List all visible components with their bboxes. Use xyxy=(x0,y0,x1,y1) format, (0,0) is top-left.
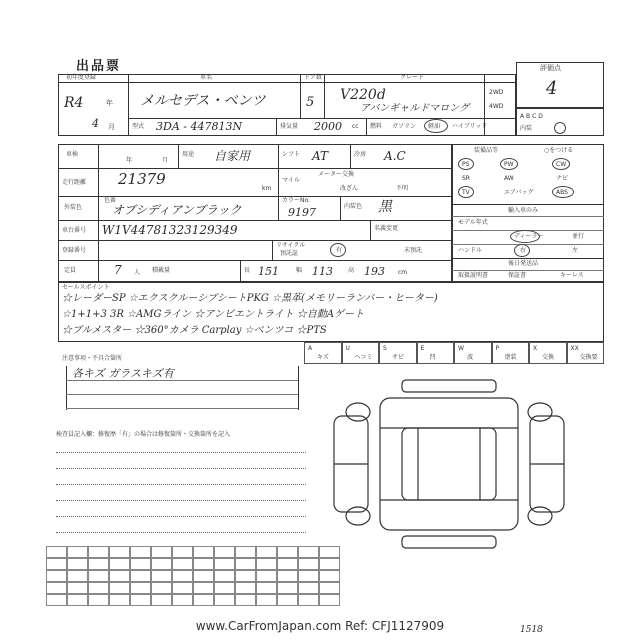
mileage-value: 21379 xyxy=(118,170,166,188)
margin-mark: 1518 xyxy=(520,625,543,635)
grid-cell xyxy=(46,570,67,582)
capacity-label: 定員 xyxy=(64,267,77,274)
meter-opt-1: メーター交換 xyxy=(318,171,355,178)
legend-name: ヘコミ xyxy=(354,354,373,361)
equipment-circle xyxy=(552,158,570,170)
load-label: 積載量 xyxy=(152,267,171,274)
grid-cell xyxy=(88,594,109,606)
owner-change-label: 名義変更 xyxy=(374,225,399,232)
grid-cell xyxy=(298,546,319,558)
grade-value: V220d xyxy=(340,87,386,103)
width-label: 幅 xyxy=(296,267,303,274)
manual-label: 取扱説明書 xyxy=(458,272,489,279)
legend-cell xyxy=(454,342,492,364)
grid-cell xyxy=(214,570,235,582)
grid-cell xyxy=(235,546,256,558)
equipment-item: TV xyxy=(462,189,470,196)
grid-cell xyxy=(214,558,235,570)
grid-cell xyxy=(235,594,256,606)
equipment-note: ○をつける xyxy=(544,147,574,154)
grid-cell xyxy=(172,570,193,582)
legend-name: キズ xyxy=(317,354,329,361)
grid-cell xyxy=(298,582,319,594)
grid-cell xyxy=(235,582,256,594)
dealer-label: ディーラー xyxy=(514,233,544,240)
car-damage-diagram xyxy=(318,376,580,552)
equipment-circle xyxy=(458,158,474,170)
drive-4wd: 4WD xyxy=(489,103,504,110)
legend-code: S xyxy=(383,345,387,352)
interior-grade-circle xyxy=(554,122,566,134)
equipment-item: PS xyxy=(462,161,470,168)
warranty-label: 保証書 xyxy=(508,272,527,279)
grid-cell xyxy=(67,546,88,558)
grid-cell xyxy=(256,594,277,606)
equipment-item: ABS xyxy=(556,189,568,196)
grid-cell xyxy=(256,546,277,558)
grid-cell xyxy=(88,582,109,594)
equipment-item: AW xyxy=(504,175,514,182)
grid-cell xyxy=(130,582,151,594)
length-value: 151 xyxy=(258,265,279,278)
grid-cell xyxy=(193,570,214,582)
keyless-label: キーレス xyxy=(560,272,584,279)
legend-name: 交換 xyxy=(542,354,555,361)
grid-cell xyxy=(109,582,130,594)
legend-code: XX xyxy=(570,345,579,352)
grid-cell xyxy=(67,570,88,582)
notes-value: 各キズ ガラスキズ有 xyxy=(72,367,174,380)
chassis-value: W1V44781323129349 xyxy=(102,223,238,237)
handle-circle xyxy=(514,244,530,257)
grid-cell xyxy=(109,546,130,558)
legend-cell xyxy=(529,342,567,364)
doors-label: ドア数 xyxy=(304,74,322,81)
legend-code: A xyxy=(308,345,313,352)
grade-value-2: アバンギャルドマロング xyxy=(360,103,469,114)
parallel-label: 並行 xyxy=(572,233,585,240)
sheet-title: 出品票 xyxy=(76,59,122,74)
color-code-value: 9197 xyxy=(288,206,316,219)
doors-value: 5 xyxy=(306,95,315,110)
grid-cell xyxy=(151,582,172,594)
grid-cell xyxy=(214,594,235,606)
ext-color-value: オブシディアンブラック xyxy=(112,203,242,217)
grid-cell xyxy=(67,594,88,606)
grid-cell xyxy=(67,558,88,570)
legend-code: U xyxy=(345,345,350,352)
grid-cell xyxy=(88,558,109,570)
grid-cell xyxy=(319,570,340,582)
grid-cell xyxy=(130,546,151,558)
legend-cell xyxy=(342,342,380,364)
capacity-unit: 人 xyxy=(134,269,141,276)
grid-cell xyxy=(46,582,67,594)
grade-label: グレード xyxy=(400,74,425,81)
grid-cell xyxy=(214,582,235,594)
grid-cell xyxy=(130,558,151,570)
mileage-label: 走行距離 xyxy=(62,179,87,186)
grid-cell xyxy=(277,594,298,606)
grid-cell xyxy=(256,558,277,570)
grid-cell xyxy=(151,594,172,606)
legend-name: 塗装 xyxy=(504,354,517,361)
grid-cell xyxy=(235,570,256,582)
grid-cell xyxy=(256,570,277,582)
inspection-label: 車検 xyxy=(66,151,79,158)
ext-color-label: 外装色 xyxy=(64,204,83,211)
chassis-label: 車台番号 xyxy=(62,227,87,234)
grid-cell xyxy=(109,594,130,606)
fuel-label: 燃料 xyxy=(370,123,383,130)
year-value: R4 xyxy=(64,95,84,111)
ac-value: A.C xyxy=(384,149,406,163)
grid-cell xyxy=(214,546,235,558)
grid-cell xyxy=(151,570,172,582)
dealer-circle xyxy=(510,230,540,243)
grid-cell xyxy=(88,570,109,582)
fuel-selected-circle xyxy=(424,119,448,133)
equipment-circle xyxy=(552,186,574,198)
legend-code: W xyxy=(458,345,464,352)
grid-cell xyxy=(298,570,319,582)
registration-label: 登録番号 xyxy=(62,247,87,254)
color-code-label: カラーNo. xyxy=(282,197,310,204)
recycle-sub: 預託証 xyxy=(280,250,299,257)
post-label: 後日発送品 xyxy=(508,260,539,267)
sales-point-line: ☆レーダーSP ☆エクスクルーシブシートPKG ☆黒革(メモリーランバー・ヒーター) xyxy=(62,293,438,304)
height-label: 高 xyxy=(348,267,355,274)
grid-cell xyxy=(151,558,172,570)
grid-cell xyxy=(298,594,319,606)
ac-label: 冷房 xyxy=(354,151,367,158)
width-value: 113 xyxy=(312,265,333,278)
displacement-value: 2000 xyxy=(314,120,342,133)
equipment-item: PW xyxy=(504,161,514,168)
grid-cell xyxy=(130,570,151,582)
grid-cell xyxy=(319,582,340,594)
equipment-label: 装備品等 xyxy=(474,147,499,154)
recycle-yes: 有 xyxy=(336,247,343,254)
inspector-label: 検査員記入欄：修復歴「有」の場合は修復箇所・交換箇所を記入 xyxy=(56,431,231,438)
grid-cell xyxy=(46,594,67,606)
insp-month-unit: 月 xyxy=(162,157,169,164)
sales-point-line: ☆1+1+3 3R ☆AMGライン ☆アンビエントライト ☆自動Aゲート xyxy=(62,309,365,320)
equipment-item: CW xyxy=(556,161,567,168)
grid-cell xyxy=(193,594,214,606)
car-name-label: 車名 xyxy=(200,74,213,81)
grid-cell xyxy=(277,582,298,594)
handle-left: 左 xyxy=(572,247,579,254)
grid-cell xyxy=(277,546,298,558)
grid-cell xyxy=(172,594,193,606)
mileage-unit: km xyxy=(262,185,272,192)
footer-ref: www.CarFromJapan.com Ref: CFJ1127909 xyxy=(195,619,445,633)
legend-cell xyxy=(567,342,605,364)
equipment-item: エアバッグ xyxy=(504,189,534,196)
grid-cell xyxy=(319,558,340,570)
sales-point-line: ☆ブルメスター ☆360°カメラ Carplay ☆ベンツコ ☆PTS xyxy=(62,325,327,336)
grid-cell xyxy=(46,546,67,558)
grid-cell xyxy=(88,546,109,558)
usage-label: 用途 xyxy=(182,151,195,158)
grid-cell xyxy=(193,582,214,594)
grade-letters-ext: A B C D xyxy=(520,113,543,120)
dimension-unit: cm xyxy=(398,269,408,276)
score-value: 4 xyxy=(546,78,558,99)
legend-name: 交換要 xyxy=(579,354,598,361)
sales-points-label: セールスポイント xyxy=(62,284,110,291)
import-label: 輸入車のみ xyxy=(508,207,539,214)
grid-cell xyxy=(151,546,172,558)
grid-cell xyxy=(319,594,340,606)
meter-opt-3: 不明 xyxy=(396,185,409,192)
legend-cell xyxy=(304,342,342,364)
legend-name: 凹 xyxy=(429,354,436,361)
grid-cell xyxy=(277,570,298,582)
fuel-hybrid: ハイブリッド xyxy=(452,123,488,130)
equipment-item: ナビ xyxy=(556,175,569,182)
legend-code: E xyxy=(420,345,425,352)
grid-cell xyxy=(256,582,277,594)
drive-2wd: 2WD xyxy=(489,89,504,96)
length-label: 長 xyxy=(244,267,251,274)
equipment-circle xyxy=(500,158,518,170)
recycle-no: 未預託 xyxy=(404,247,423,254)
grid-cell xyxy=(109,570,130,582)
capacity-value: 7 xyxy=(114,263,122,277)
legend-cell xyxy=(379,342,417,364)
year-unit: 年 xyxy=(106,99,113,107)
color-no-label: 色番 xyxy=(104,197,117,204)
recycle-selected-circle xyxy=(330,243,346,257)
grid-cell xyxy=(109,558,130,570)
displacement-unit: cc xyxy=(352,123,359,130)
grid-cell xyxy=(298,558,319,570)
grid-cell xyxy=(130,594,151,606)
month-value: 4 xyxy=(92,117,99,130)
meter-label: マイル xyxy=(282,177,300,184)
grid-cell xyxy=(235,558,256,570)
grid-cell xyxy=(277,558,298,570)
type-value: 3DA - 447813N xyxy=(156,120,243,133)
grid-cell xyxy=(46,558,67,570)
legend-name: 波 xyxy=(467,354,474,361)
recycle-label: リサイクル xyxy=(276,242,306,249)
legend-code: P xyxy=(495,345,500,352)
legend-code: X xyxy=(533,345,538,352)
int-color-label: 内装色 xyxy=(344,203,363,210)
car-name-value: メルセデス・ベンツ xyxy=(140,93,266,109)
legend-name: サビ xyxy=(392,354,405,361)
shift-label: シフト xyxy=(282,151,301,158)
score-label: 評価点 xyxy=(540,64,561,72)
legend-cell xyxy=(492,342,530,364)
grid-cell xyxy=(172,558,193,570)
grid-cell xyxy=(319,546,340,558)
first-registration-label: 初年度登録 xyxy=(66,74,97,81)
equipment-item: SR xyxy=(462,175,470,182)
legend-cell xyxy=(417,342,455,364)
notes-label: 注意事項・不具合箇所 xyxy=(62,355,123,362)
month-unit: 月 xyxy=(108,123,115,131)
height-value: 193 xyxy=(364,265,385,278)
meter-opt-2: 改ざん xyxy=(340,185,359,192)
equipment-circle xyxy=(458,186,474,198)
model-year-label: モデル年式 xyxy=(458,219,488,226)
displacement-label: 排気量 xyxy=(280,123,299,130)
usage-value: 自家用 xyxy=(214,149,251,163)
shift-value: AT xyxy=(312,149,329,163)
grid-cell xyxy=(172,546,193,558)
grid-cell xyxy=(172,582,193,594)
interior-label: 内装 xyxy=(520,125,533,132)
insp-year-unit: 年 xyxy=(126,157,133,164)
fuel-gasoline: ガソリン xyxy=(392,123,417,130)
int-color-value: 黒 xyxy=(378,199,392,215)
handle-label: ハンドル xyxy=(458,247,483,254)
grid-cell xyxy=(67,582,88,594)
fuel-diesel: 軽油 xyxy=(428,123,441,130)
grid-cell xyxy=(193,558,214,570)
type-label: 型式 xyxy=(132,123,145,130)
handle-right: 右 xyxy=(520,247,527,254)
grid-cell xyxy=(193,546,214,558)
